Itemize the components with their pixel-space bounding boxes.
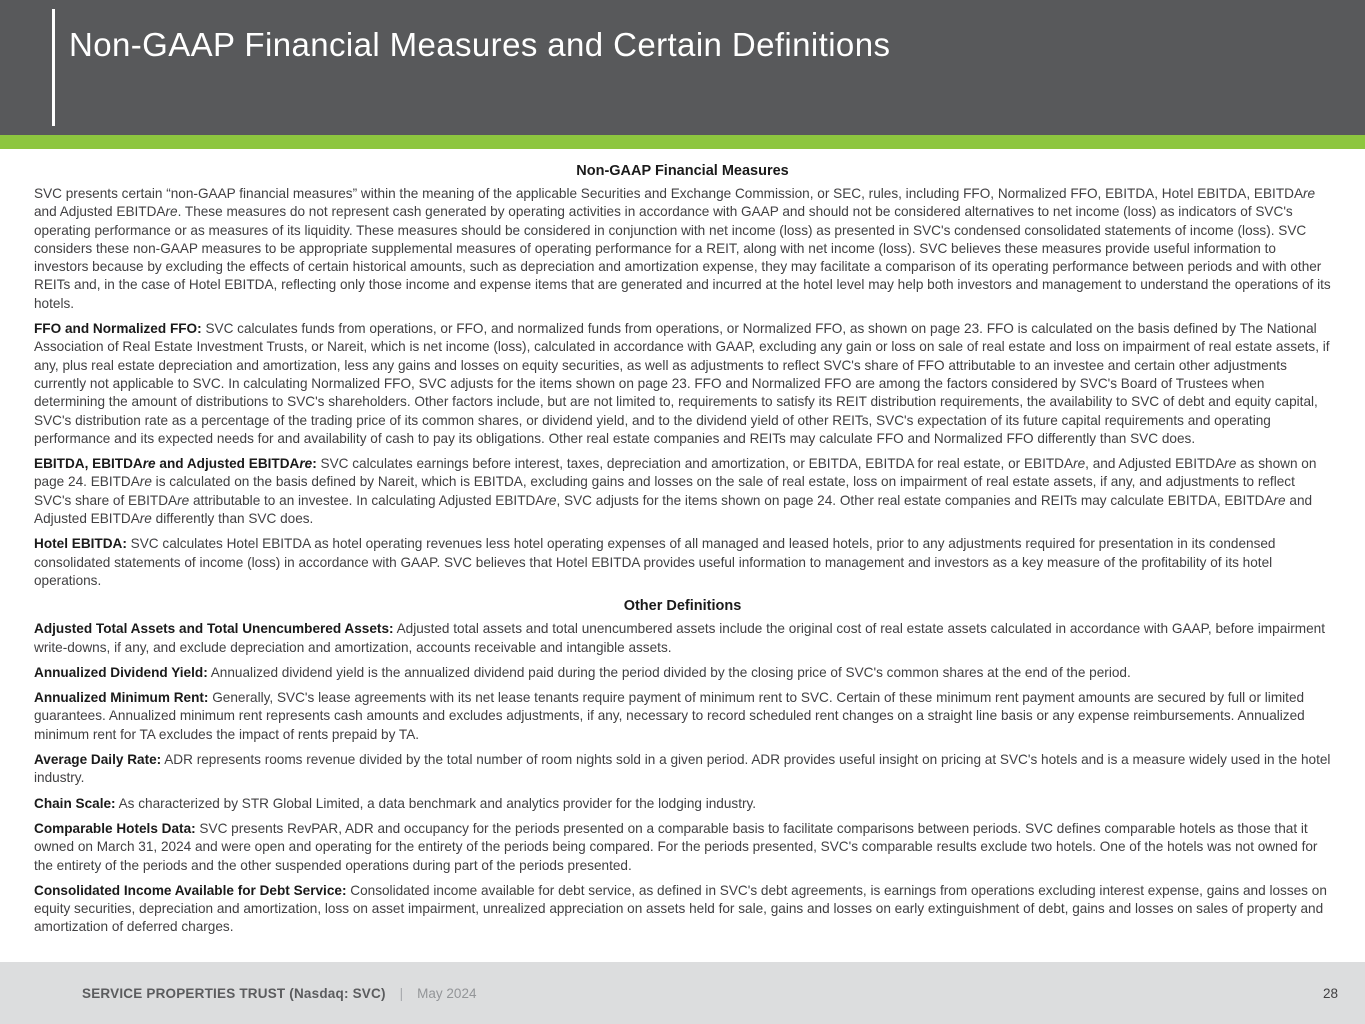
slide-body bbox=[0, 149, 1365, 937]
footer-separator: | bbox=[399, 985, 404, 1001]
definition-paragraph: Comparable Hotels Data: SVC presents RevPAR, ADR and occupancy for the periods presented on a comparable basis to facilitate comparisons between periods. SVC defines comparable hotels as those that it owned on March 31, 2024 and were open and operating for the entirety of the periods being compared. For the periods presented, SVC's comparable results exclude two hotels. One of the hotels was not owned for the entirety of the periods and the other suspended operations during part of the periods presented. bbox=[34, 820, 1318, 873]
definition-term: Annualized Dividend Yield: bbox=[34, 664, 208, 680]
definition-paragraph: Annualized Minimum Rent: Generally, SVC's lease agreements with its net lease tenants require payment of minimum rent to SVC. Certain of these minimum rent payment amounts are secured by full or limited guarantees. Annualized minimum rent represents cash amounts and excludes adjustments, if any, necessary to record scheduled rent changes on a straight line basis or any expense reimbursements. Annualized minimum rent for TA excludes the impact of rents prepaid by TA. bbox=[34, 690, 1305, 742]
slide-header bbox=[0, 0, 1365, 135]
title-rule bbox=[52, 9, 55, 126]
definition-term: Hotel EBITDA: bbox=[34, 536, 127, 552]
definition-paragraph: Consolidated Income Available for Debt Service: Consolidated income available for debt service, as defined in SVC's debt agreements, is earnings from operations excluding interest expense, gains and losses on equity securities, depreciation and amortization, loss on asset impairment, unrealized appreciation on assets held for sale, gains and losses on early extinguishment of debt, gains and losses on sales of property and amortization of deferred charges. bbox=[34, 882, 1327, 935]
definition-paragraph: Hotel EBITDA: SVC calculates Hotel EBITDA as hotel operating revenues less hotel operating expenses of all managed and leased hotels, prior to any adjustments required for presentation in its condensed consolidated statements of income (loss) in accordance with GAAP. SVC believes that Hotel EBITDA provides useful information to management and investors as a key measure of the profitability of its hotel operations. bbox=[34, 536, 1276, 588]
definition-term: FFO and Normalized FFO: bbox=[34, 321, 202, 337]
section-heading: Other Definitions bbox=[623, 598, 742, 615]
definition-paragraph: Average Daily Rate: ADR represents rooms revenue divided by the total number of room nights sold in a given period. ADR provides useful insight on pricing at SVC's hotels and is a measure widely used in the hotel industry. bbox=[34, 752, 1331, 786]
definition-paragraph: Chain Scale: As characterized by STR Global Limited, a data benchmark and analytics provider for the lodging industry. bbox=[34, 795, 757, 811]
definitions-content bbox=[34, 162, 1331, 937]
definition-paragraph: Annualized Dividend Yield: Annualized dividend yield is the annualized dividend paid during the period divided by the closing price of SVC's common shares at the end of the period. bbox=[34, 664, 1131, 680]
section-heading: Non-GAAP Financial Measures bbox=[576, 163, 789, 179]
definition-paragraph: FFO and Normalized FFO: SVC calculates funds from operations, or FFO, and normalized funds from operations, or Normalized FFO, as shown on page 23. FFO is calculated on the basis defined by The National Association of Real Estate Investment Trusts, or Nareit, which is net income (loss), calculated in accordance with GAAP, excluding any gain or loss on sale of real estate and loss on impairment of real estate assets, if any, plus real estate depreciation and amortization, less any gains and losses on equity securities, as well as adjustments to reflect SVC's share of FFO attributable to an investee and certain other adjustments currently not applicable to SVC. In calculating Normalized FFO, SVC adjusts for the items shown on page 23. FFO and Normalized FFO are among the factors considered by SVC's Board of Trustees when determining the amount of distributions to SVC's shareholders. Other factors include, but are not limited to, requirements to satisfy its REIT distribution requirements, the availability to SVC of debt and equity capital, SVC's distribution rate as a percentage of the trading price of its common shares, or dividend yield, and to the dividend yield of other REITs, SVC's expectation of its future capital requirements and operating performance and its expected needs for and availability of cash to pay its obligations. Other real estate companies and REITs may calculate FFO and Normalized FFO differently than SVC does. bbox=[34, 321, 1330, 446]
definition-term: Adjusted Total Assets and Total Unencumbered Assets: bbox=[34, 621, 394, 637]
definition-term: Annualized Minimum Rent: bbox=[34, 690, 209, 706]
slide-footer bbox=[0, 962, 1365, 1024]
accent-bar bbox=[0, 135, 1365, 149]
definition-term: Consolidated Income Available for Debt Service: bbox=[34, 882, 347, 898]
definition-term: Average Daily Rate: bbox=[34, 752, 162, 768]
footer-date: May 2024 bbox=[417, 985, 477, 1001]
page-number: 28 bbox=[1322, 985, 1338, 1001]
definition-term: EBITDA, EBITDAre and Adjusted EBITDAre: bbox=[34, 456, 317, 472]
definition-paragraph: SVC presents certain “non-GAAP financial measures” within the meaning of the applicable Securities and Exchange Commission, or SEC, rules, including FFO, Normalized FFO, EBITDA, Hotel EBITDA, EBITDAre and Adjusted EBITDAre. These measures do not represent cash generated by operating activities in accordance with GAAP and should not be considered alternatives to net income (loss) as indicators of SVC's operating performance or as measures of its liquidity. These measures should be considered in conjunction with net income (loss) as presented in SVC's condensed consolidated statements of income (loss). SVC considers these non-GAAP measures to be appropriate supplemental measures of operating performance for a REIT, along with net income (loss). SVC believes these measures provide useful information to investors because by excluding the effects of certain historical amounts, such as depreciation and amortization expense, they may facilitate a comparison of its operating performance between periods and with other REITs and, in the case of Hotel EBITDA, reflecting only those income and expense items that are generated and incurred at the hotel level may help both investors and management to understand the operations of its hotels. bbox=[34, 186, 1331, 311]
page-title: Non-GAAP Financial Measures and Certain Definitions bbox=[69, 26, 891, 63]
footer-company: SERVICE PROPERTIES TRUST (Nasdaq: SVC) bbox=[82, 985, 386, 1001]
definition-paragraph: EBITDA, EBITDAre and Adjusted EBITDAre: SVC calculates earnings before interest, taxes, depreciation and amortization, or EBITDA, EBITDA for real estate, or EBITDAre, and Adjusted EBITDAre as shown on page 24. EBITDAre is calculated on the basis defined by Nareit, which is EBITDA, excluding gains and losses on the sale of real estate, loss on impairment of real estate assets, if any, and adjustments to reflect SVC's share of EBITDAre attributable to an investee. In calculating Adjusted EBITDAre, SVC adjusts for the items shown on page 24. Other real estate companies and REITs may calculate EBITDA, EBITDAre and Adjusted EBITDAre differently than SVC does. bbox=[34, 456, 1317, 527]
definition-paragraph: Adjusted Total Assets and Total Unencumbered Assets: Adjusted total assets and total unencumbered assets include the original cost of real estate assets calculated in accordance with GAAP, before impairment write-downs, if any, and exclude depreciation and amortization, accounts receivable and intangible assets. bbox=[34, 621, 1325, 655]
definition-term: Comparable Hotels Data: bbox=[34, 820, 196, 836]
definition-term: Chain Scale: bbox=[34, 795, 116, 811]
